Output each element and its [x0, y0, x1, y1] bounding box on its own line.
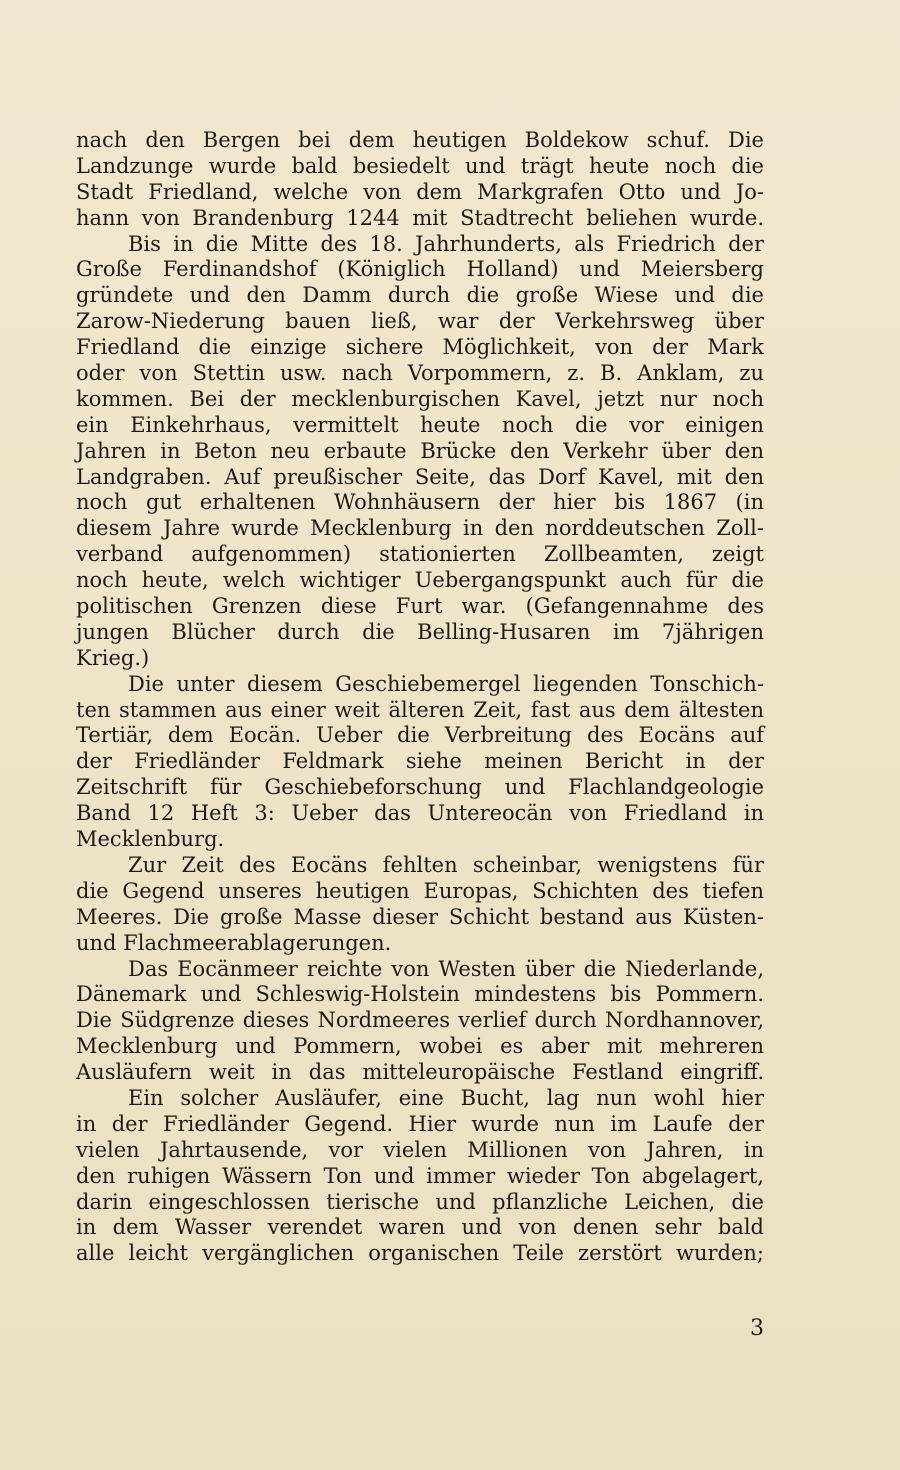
text-line: politischen Grenzen diese Furt war. (Gefangennahme des	[76, 594, 764, 619]
text-line: in der Friedländer Gegend. Hier wurde nun im Laufe der	[76, 1111, 764, 1136]
text-line: Landzunge wurde bald besiedelt und trägt heute noch die	[76, 153, 764, 178]
text-line: Die Südgrenze dieses Nordmeeres verlief durch Nordhannover,	[76, 1008, 764, 1033]
text-line: noch gut erhaltenen Wohnhäusern der hier bis 1867 (in	[76, 490, 764, 515]
text-line: Zeitschrift für Geschiebeforschung und Flachlandgeologie	[76, 775, 764, 800]
text-line: Jahren in Beton neu erbaute Brücke den Verkehr über den	[76, 438, 764, 463]
text-line: Mecklenburg.	[76, 827, 225, 852]
text-line: Dänemark und Schleswig-Holstein mindestens bis Pommern.	[76, 982, 764, 1007]
text-line: Zarow-Niederung bauen ließ, war der Verkehrsweg über	[76, 309, 764, 334]
text-line: ten stammen aus einer weit älteren Zeit, fast aus dem ältesten	[76, 697, 764, 722]
text-line: kommen. Bei der mecklenburgischen Kavel, jetzt nur noch	[76, 386, 764, 411]
text-line: Friedland die einzige sichere Möglichkeit, von der Mark	[76, 335, 764, 360]
text-line: Krieg.)	[76, 645, 150, 670]
text-line: in dem Wasser verendet waren und von denen sehr bald	[76, 1215, 764, 1240]
text-line: Ausläufern weit in das mitteleuropäische Festland eingriff.	[76, 1060, 764, 1085]
text-line: Große Ferdinandshof (Königlich Holland) und Meiersberg	[76, 257, 764, 282]
text-line: den ruhigen Wässern Ton und immer wieder Ton abgelagert,	[76, 1163, 764, 1188]
text-line: noch heute, welch wichtiger Uebergangspunkt auch für die	[76, 568, 764, 593]
text-line: Band 12 Heft 3: Ueber das Untereocän von Friedland in	[76, 801, 764, 826]
text-line: Zur Zeit des Eocäns fehlten scheinbar, wenigstens für	[128, 852, 764, 877]
text-line: Die unter diesem Geschiebemergel liegenden Tonschich-	[128, 671, 764, 696]
text-line: Stadt Friedland, welche von dem Markgrafen Otto und Jo-	[76, 179, 764, 204]
text-line: hann von Brandenburg 1244 mit Stadtrecht beliehen wurde.	[76, 205, 764, 230]
text-line: verband aufgenommen) stationierten Zollbeamten, zeigt	[76, 542, 764, 567]
text-line: Tertiär, dem Eocän. Ueber die Verbreitung des Eocäns auf	[76, 723, 764, 748]
text-line: Mecklenburg und Pommern, wobei es aber mit mehreren	[76, 1034, 764, 1059]
text-line: ein Einkehrhaus, vermittelt heute noch die vor einigen	[76, 412, 764, 437]
text-line: nach den Bergen bei dem heutigen Boldekow schuf. Die	[76, 128, 764, 152]
text-line: Bis in die Mitte des 18. Jahrhunderts, als Friedrich der	[128, 231, 764, 256]
text-line: die Gegend unseres heutigen Europas, Schichten des tiefen	[76, 878, 764, 903]
text-line: Ein solcher Ausläufer, eine Bucht, lag nun wohl hier	[128, 1085, 764, 1110]
text-line: diesem Jahre wurde Mecklenburg in den norddeutschen Zoll-	[76, 516, 764, 541]
text-line: Das Eocänmeer reichte von Westen über die Niederlande,	[128, 956, 764, 981]
text-line: oder von Stettin usw. nach Vorpommern, z. B. Anklam, zu	[76, 361, 764, 386]
text-line: Meeres. Die große Masse dieser Schicht bestand aus Küsten-	[76, 904, 764, 929]
page-number: 3	[750, 1316, 764, 1341]
body-text	[76, 128, 764, 1267]
text-line: gründete und den Damm durch die große Wiese und die	[76, 283, 764, 308]
text-line: und Flachmeerablagerungen.	[76, 930, 392, 955]
text-line: Landgraben. Auf preußischer Seite, das Dorf Kavel, mit den	[76, 464, 764, 489]
text-line: vielen Jahrtausende, vor vielen Millionen von Jahren, in	[76, 1137, 764, 1162]
text-line: alle leicht vergänglichen organischen Teile zerstört wurden;	[76, 1241, 764, 1266]
text-line: darin eingeschlossen tierische und pflanzliche Leichen, die	[76, 1189, 764, 1214]
text-line: jungen Blücher durch die Belling-Husaren im 7jährigen	[76, 619, 764, 644]
text-line: der Friedländer Feldmark siehe meinen Bericht in der	[76, 749, 764, 774]
